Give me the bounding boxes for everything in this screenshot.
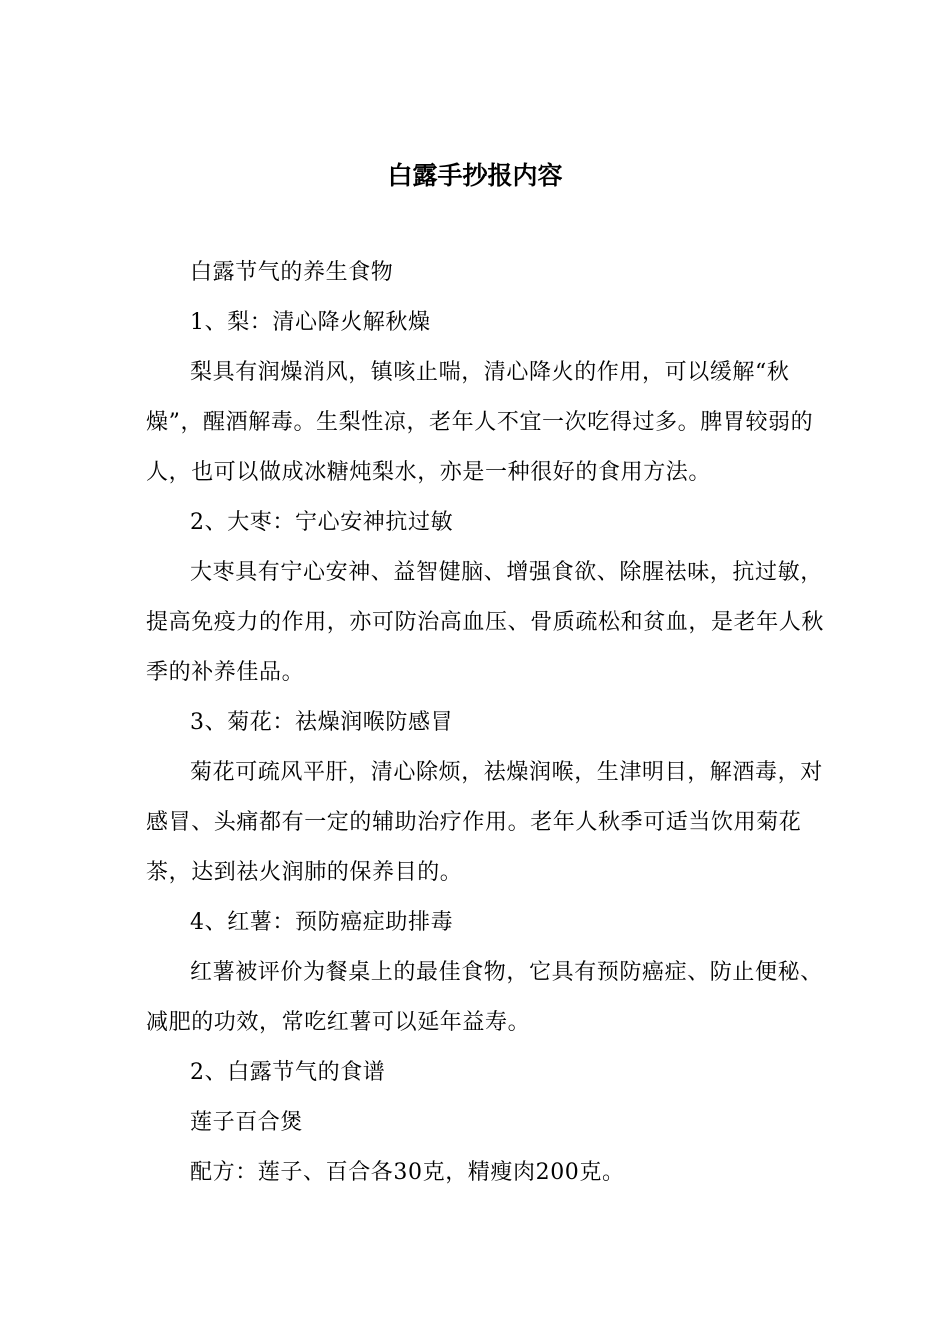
item-heading-pear: 1、梨：清心降火解秋燥 xyxy=(190,310,431,335)
item-text-pear: 梨具有润燥消风，镇咳止喘，清心降火的作用，可以缓解“秋燥”，醒酒解毒。生梨性凉，老年人不宜一次吃得过多。脾胃较弱的人，也可以做成冰糖炖梨水，亦是一种很好的食用方法。 xyxy=(146,360,814,485)
section-heading-recipes: 2、白露节气的食谱 xyxy=(190,1060,386,1085)
document-body xyxy=(146,248,836,1198)
item-heading-sweet-potato: 4、红薯：预防癌症助排毒 xyxy=(190,910,454,935)
item-text-sweet-potato: 红薯被评价为餐桌上的最佳食物，它具有预防癌症、防止便秘、减肥的功效，常吃红薯可以延年益寿。 xyxy=(146,960,823,1035)
recipe-name: 莲子百合煲 xyxy=(190,1110,304,1135)
item-text-chrysanthemum: 菊花可疏风平肝，清心除烦，祛燥润喉，生津明目，解酒毒，对感冒、头痛都有一定的辅助治疗作用。老年人秋季可适当饮用菊花茶，达到祛火润肺的保养目的。 xyxy=(146,760,823,885)
item-heading-jujube: 2、大枣：宁心安神抗过敏 xyxy=(190,510,454,535)
item-heading-chrysanthemum: 3、菊花：祛燥润喉防感冒 xyxy=(190,710,454,735)
item-text-jujube: 大枣具有宁心安神、益智健脑、增强食欲、除腥祛味，抗过敏，提高免疫力的作用，亦可防治高血压、骨质疏松和贫血，是老年人秋季的补养佳品。 xyxy=(146,560,825,685)
section-heading: 白露节气的养生食物 xyxy=(190,260,394,285)
recipe-ingredients: 配方：莲子、百合各30克，精瘦肉200克。 xyxy=(190,1160,625,1185)
document-title: 白露手抄报内容 xyxy=(387,161,563,190)
